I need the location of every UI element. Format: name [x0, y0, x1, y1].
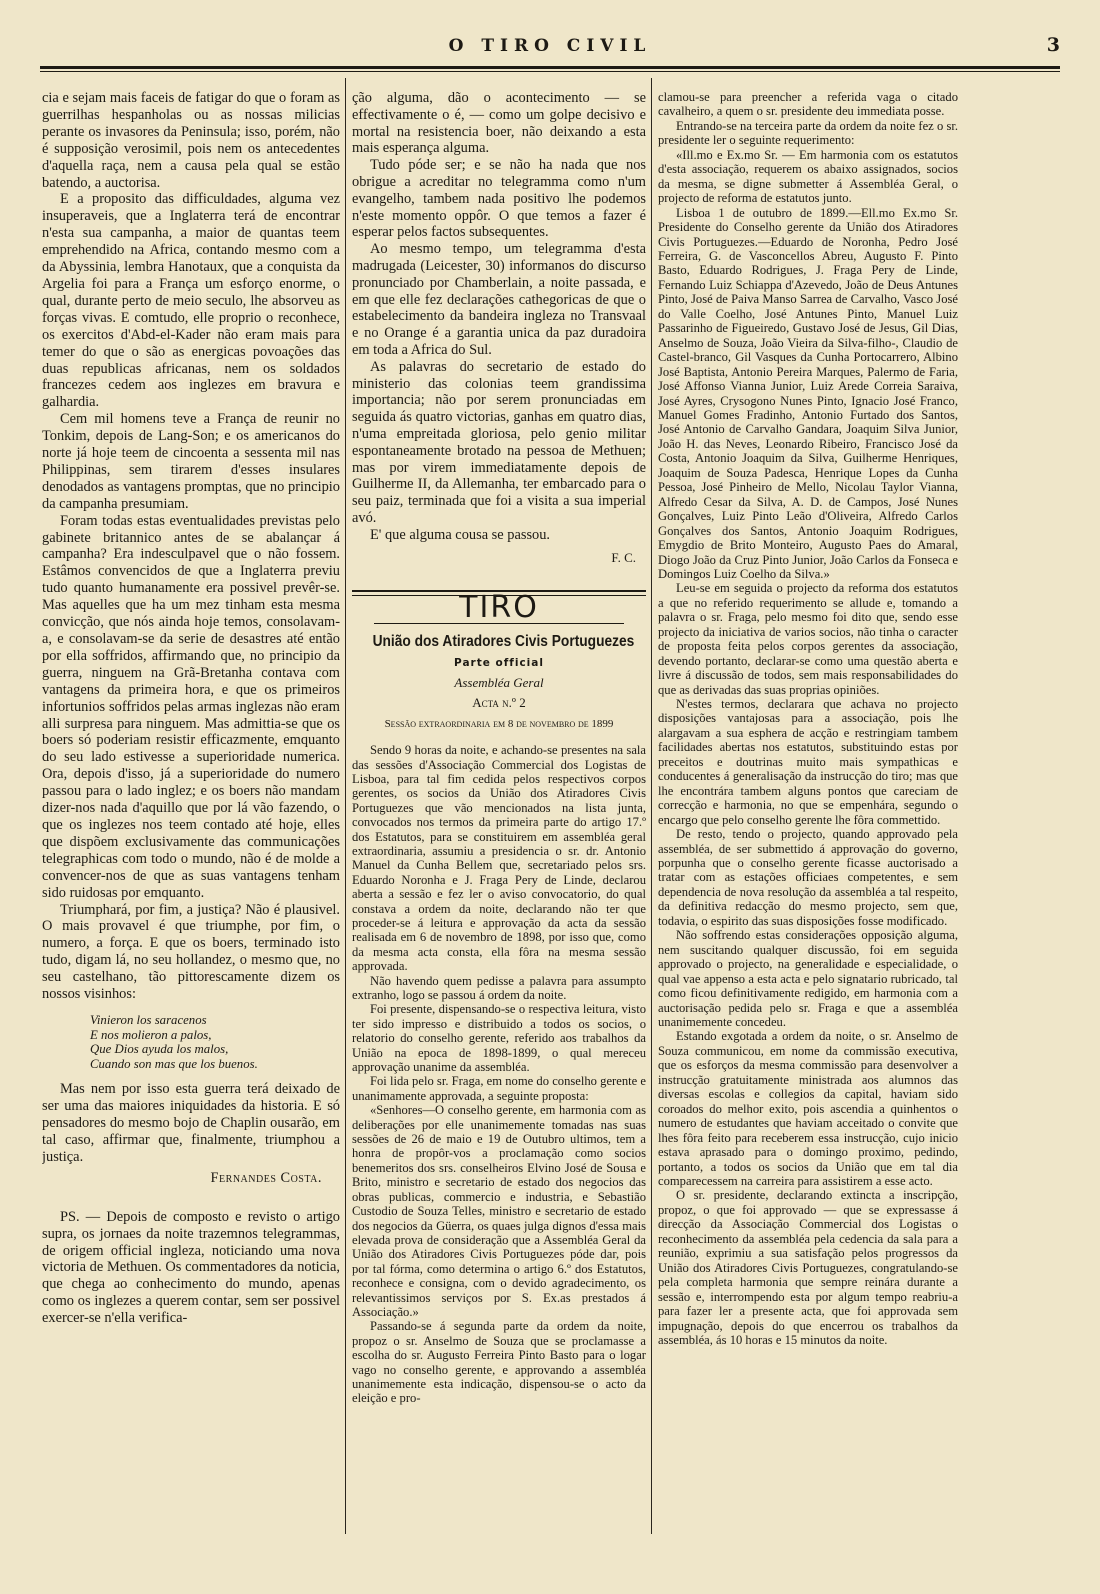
minutes-body	[352, 743, 646, 1406]
paragraph: Leu-se em seguida o projecto da reforma dos estatutos a que no referido requerimento se allude e, tomando a palavra o sr. Fraga, pelo mesmo foi dito que, sendo esse projecto da iniciativa de varios socios, não tinha o caracter de proposta feita pelos corpos gerentes da associação, devendo portanto, declarar-se como uma questão aberta e livre á discussão de todos, sem mais responsabilidades do que as derivadas das suas proprias opiniões.	[658, 581, 958, 697]
poem-line: Vinieron los saracenos	[90, 1012, 207, 1027]
paragraph: Tudo póde ser; e se não ha nada que nos obrigue a acreditar no telegramma como n'um evangelho, tambem nada positivo lhe podemos n'este momento oppôr. O que temos a fazer é esperar pelos factos subsequentes.	[352, 157, 646, 241]
paragraph: E' que alguma cousa se passou.	[370, 526, 551, 543]
poem-quote	[90, 1013, 340, 1071]
column-divider	[345, 78, 346, 1534]
paragraph: Lisboa 1 de outubro de 1899.—Ell.mo Ex.mo Sr. Presidente do Conselho gerente da União dos Atiradores Civis Portuguezes.—Eduardo de Noronha, Pedro José Ferreira, G. de Vasconcellos Abreu, Augusto F. Pinto Basto, Eduardo Rodrigues, J. Fraga Pery de Linde, Fernando Luiz Schiappa d'Azevedo, João de Deus Antunes Pinto, José de Paiva Manso Sarrea de Carvalho, Vasco José do Valle Coelho, José Antunes Pinto, Manuel Luiz Passarinho de Figueiredo, Gustavo José de Jesus, Gil Dias, Anselmo de Souza, João Vieira da Silva-filho-, Claudio de Castel-branco, Gil Vasques da Cunha Portocarrero, Albino José Baptista, Antonio Pereira Marques, Palermo de Faria, José Affonso Vianna Junior, Luiz Arede Correia Saraiva, José Ayres, Crysogono Nunes Pinto, Ignacio José Franco, Manuel Gomes Fradinho, Antonio Furtado dos Santos, José Antonio de Carvalho Gandara, Joaquim Silva Junior, João H. das Neves, Leonardo Ribeiro, Francisco José da Costa, Antonio Joaquim da Silva, Guilherme Henriques, Joaquim de Souza Padesca, Henrique Lopes da Cunha Pessoa, José Pinheiro de Mello, Nicolau Taylor Vianna, Alfredo Cesar da Silva, A. D. de Campos, José Nunes Gonçalves, Luiz Pinto Leão d'Oliveira, Alfredo Carlos Gonçalves dos Santos, Antonio Joaquim Rodrigues, Emygdio de Brito Monteiro, Augusto Paes do Amaral, Diogo João da Cruz Pinto Junior, João Carlos da Fonseca e Domingos Luiz Coelho da Silva.»	[658, 205, 958, 581]
paragraph: Mas nem por isso esta guerra terá deixado de ser uma das maiores iniquidades da historia. E só pensadores do mesmo bojo de Chaplin ousarão, em tal caso, affirmar que, finalmente, triumphou a justiça.	[42, 1081, 340, 1165]
postscript: PS. — Depois de composto e revisto o artigo supra, os jornaes da noite trazemnos telegrammas, de origem official ingleza, noticiando uma nova victoria de Methuen. Os commentadores da noticia, que chega ao conhecimento do mundo, apenas como os inglezes a querem contar, sem ser possivel exercer-se n'ella verifica-	[42, 1208, 340, 1327]
section-title: TIRO	[459, 590, 539, 626]
poem-line: Que Dios ayuda los malos,	[90, 1042, 229, 1057]
paragraph: E a proposito das difficuldades, alguma vez insuperaveis, que a Inglaterra terá de encontrar n'esta sua campanha, a maior de quantas teem emprehendido na Africa, contando mesmo com a da Abyssinia, lembra Hanotaux, que a conquista da Argelia foi para a França um esforço enorme, o qual, durante perto de meio seculo, lhe absorveu as forças vivas. E comtudo, elle proprio o reconhece, os exercitos d'Abd-el-Kader não eram mais para temer do que o são as energicas povoações das duas republicas africanas, nem os soldados francezes cedem aos inglezes em bravura e galhardia.	[42, 191, 340, 411]
paragraph: Entrando-se na terceira parte da ordem da noite fez o sr. presidente ler o seguinte requerimento:	[658, 118, 958, 148]
masthead	[40, 30, 1060, 66]
paragraph: Não soffrendo estas considerações opposição alguma, nem suscitando qualquer discussão, foi em seguida approvado o projecto, na generalidade e especialidade, o qual vae appenso a esta acta e pelo signatario rubricado, tal como ficou definitivamente redigido, em harmonia com a auctorisação pedida pelo sr. Fraga e que a assembléa unanimemente concedeu.	[658, 928, 958, 1029]
poem-line: Cuando son mas que los buenos.	[90, 1056, 258, 1071]
paragraph: «Senhores—O conselho gerente, em harmonia com as deliberações por elle unanimemente tomadas nas suas sessões de 26 de maio e 19 de Outubro ultimos, tem a honra de propôr-vos a proclamação como socios benemeritos dos srs. conselheiros Elvino José de Sousa e Brito, ministro e secretario de estado dos negocios das obras publicas, commercio e industria, e Sebastião Custodio de Souza Telles, ministro e secretario de estado dos negocios da Güerra, os quaes julga dignos d'essa mais elevada prova de consideração que a Assembléa Geral da União dos Atiradores Civis Portuguezes póde dar, pois por tal fórma, como determina o artigo 6.º dos Estatutos, reconhece e consigna, com o devido agradecimento, os relevantissimos serviços por S. Ex.as prestados á Associação.»	[352, 1103, 646, 1319]
paragraph: Foi lida pelo sr. Fraga, em nome do conselho gerente e unanimamente approvada, a seguinte proposta:	[352, 1074, 646, 1103]
header-rule-thick	[40, 66, 1060, 69]
newspaper-title: O TIRO CIVIL	[448, 36, 652, 56]
column-middle	[352, 90, 646, 1574]
assembly-label: Assembléa Geral	[454, 674, 544, 690]
paragraph: De resto, tendo o projecto, quando approvado pela assembléa, de ser submettido á approvação do governo, porpunha que o conselho gerente ficasse auctorisado a tratar com as estações officiaes competentes, e sem dependencia de nova resolução da assembléa a tal respeito, da definitiva redacção do mesmo projecto, sem que, todavia, o espirito das suas disposições fosse modificado.	[658, 827, 958, 928]
paragraph: N'estes termos, declarara que achava no projecto disposições vantajosas para a associação, pois lhe alargavam a sua esphera de acção e restringiam tambem facilidades abertas nos estatutos, substituindo estas por preceitos e doutrinas muito mais sympathicas e conducentes á generalisação da instrucção do tiro; mas que lhe encontrára tambem alguns pontos que careciam de correcção e harmonia, no que se empenhára, segundo o encargo que pelo conselho gerente lhe fôra commettido.	[658, 697, 958, 827]
acta-number: Acta n.º 2	[472, 694, 526, 710]
header-rule-thin	[40, 71, 1060, 72]
paragraph: clamou-se para preencher a referida vaga o citado cavalheiro, a quem o sr. presidente deu immediata posse.	[658, 90, 958, 119]
page-number: 3	[1046, 34, 1060, 56]
paragraph: Triumphará, por fim, a justiça? Não é plausivel. O mais provavel é que triumphe, por fim, o numero, a força. E que os boers, terminado isto tudo, digam lá, no seu hollandez, o mesmo que, no seu castelhano, tão pittorescamente dizem os nossos visinhos:	[42, 901, 340, 1003]
paragraph: As palavras do secretario de estado do ministerio das colonias teem grandissima importancia; não por serem pronunciadas em seguida ás quatro victorias, ganhas em quatro dias, n'uma empreitada gloriosa, pelo genio militar espontaneamente brotado na pessoa de Methuen; mas por virem immediatamente depois de Guilherme II, da Allemanha, ter embarcado para o seu paiz, terminada que foi a visita a sua imperial avó.	[352, 358, 646, 526]
initials-signature: F. C.	[611, 549, 636, 565]
column-left	[42, 90, 340, 1574]
session-heading: Sessão extraordinaria em 8 de novembro de 1899	[384, 718, 614, 731]
paragraph: Não havendo quem pedisse a palavra para assumpto extranho, logo se passou á ordem da noite.	[352, 973, 646, 1002]
paragraph: Ao mesmo tempo, um telegramma d'esta madrugada (Leicester, 30) informanos do discurso pronunciado por Chamberlain, a noite passada, e em que elle fez declarações cathegoricas de que o estabelecimento da bandeira ingleza no Transvaal e no Orange é a garantia unica da paz duradoira em toda a Africa do Sul.	[352, 241, 646, 358]
paragraph: Estando exgotada a ordem da noite, o sr. Anselmo de Souza communicou, em nome da commissão executiva, que os esforços da mesma commissão para desenvolver a instrucção gratuitamente ministrada aos alumnos das diversas escolas e collegios da capital, haviam sido coroados do melhor exito, pois ascendia a quinhentos o numero de estudantes que haviam acceitado o convite que lhes fôra feito para receberem essa instrucção, cujo inicio estava aprasado para o domingo proximo, pedindo, portanto, a todos os socios da União que em tal dia comparecessem na carreira para assistirem a esse acto.	[658, 1029, 958, 1188]
paragraph: O sr. presidente, declarando extincta a inscripção, propoz, o que foi approvado — que se expressasse á direcção da Associação Commercial dos Logistas o reconhecimento da assembléa pela cedencia da sala para a reunião, exprimiu a sua satisfação pelos progressos da União dos Atiradores Civis Portuguezes, congratulando-se pela completa harmonia que sempre reinára durante a sessão e, interrompendo esta por algum tempo reabriu-a para fazer ler a presente acta, que foi approvada sem impugnação, depois do que encerrou os trabalhos da assembléa, ás 10 horas e 15 minutos da noite.	[658, 1188, 958, 1347]
poem-line: E nos molieron a palos,	[90, 1027, 212, 1042]
paragraph: Sendo 9 horas da noite, e achando-se presentes na sala das sessões d'Associação Commercial dos Logistas de Lisboa, para tal fim cedida pelos respectivos corpos gerentes, os socios da União dos Atiradores Civis Portuguezes que vão mencionados na lista junta, convocados nos termos da primeira parte do artigo 17.º dos Estatutos, para se constituirem em assembléa geral extraordinaria, assumiu a presidencia o sr. dr. Antonio Manuel da Cunha Bellem que, secretariado pelos srs. Eduardo Noronha e J. Fraga Pery de Linde, declarou aberta a sessão e fez ler o aviso convocatorio, do qual constava a ordem da noite, declarando não ter que proceder-se á leitura e approvação da acta da sessão realisada em 6 de novembro de 1898, por isso que, como da mesma acta consta, ella fôra na mesma sessão approvada.	[352, 743, 646, 974]
paragraph: «Ill.mo e Ex.mo Sr. — Em harmonia com os estatutos d'esta associação, requerem os abaixo assignados, socios da mesma, se digne submetter á Assembléa Geral, o projecto de reforma de estatutos junto.	[658, 147, 958, 206]
paragraph: Passando-se á segunda parte da ordem da noite, propoz o sr. Anselmo de Souza que se proclamasse a escolha do sr. Augusto Ferreira Pinto Basto para o logar vago no conselho gerente, e approvando a assembléa unanimemente esta indicação, dispensou-se o acto da eleição e pro-	[352, 1319, 646, 1406]
paragraph: ção alguma, dão o acontecimento — se effectivamente o é, — como um golpe decisivo e mortal na resistencia boer, não deixando a esta mais esperança alguma.	[352, 90, 646, 157]
official-label: Parte official	[454, 656, 544, 669]
column-right	[658, 90, 958, 1574]
paragraph: Cem mil homens teve a França de reunir no Tonkim, depois de Lang-Son; e os americanos do norte já hoje teem de cincoenta a sessenta mil nas Philippinas, sem tirarem d'esses insulares denodados as vantagens promptas, que no principio da campanha presumiam.	[42, 411, 340, 512]
column-divider	[651, 78, 652, 1534]
paragraph: Foram todas estas eventualidades previstas pelo gabinete britannico antes de se abalançar á campanha? Era indesculpavel que o não fossem. Estâmos convencidos de que a Inglaterra previu tudo quanto humanamente era possivel prevêr-se. Mas aquelles que ha um mez tinham esta mesma convicção, que nós ainda hoje temos, consolavam-a, e consolavam-se da serie de desastres até então por ella soffridos, affirmando que, no principio da guerra, ninguem na Grã-Bretanha contava com vantagens da primeira hora, e que os primeiros infortunios soffridos pelas armas inglezas não eram alli surpresa para ninguem. Mas admittia-se que os boers só poderiam resistir efficazmente, emquanto do seu lado estivesse a superioridade numerica. Ora, depois d'isso, já a superioridade do numero passou para o lado inglez; e os boers não mandam dizer-nos nada d'aquillo que por lá vão fazendo, o que os inglezes nos teem contado até hoje, elles que dispõem exclusivamente das communicações telegraphicas com todo o mundo, não é de molde a convencer-nos de que as suas vantagens tenham sido ruidosas por emquanto.	[42, 512, 340, 901]
author-signature: Fernandes Costa.	[210, 1169, 322, 1186]
paragraph: cia e sejam mais faceis de fatigar do que o foram as guerrilhas hespanholas ou as nossas milicias perante os invasores da Peninsula; isso, porém, não é supposição verosimil, pois nem os antecedentes d'aquella raça, nem a causa pela qual se estão batendo, a auctorisa.	[42, 90, 340, 191]
paragraph: Foi presente, dispensando-se o respectiva leitura, visto ter sido impresso e distribuido a todos os socios, o relatorio do conselho gerente, referido aos trabalhos da União na epoca de 1898-1899, o qual mereceu approvação unanime da assembléa.	[352, 1002, 646, 1075]
club-heading: União dos Atiradores Civis Portuguezes	[372, 633, 635, 651]
